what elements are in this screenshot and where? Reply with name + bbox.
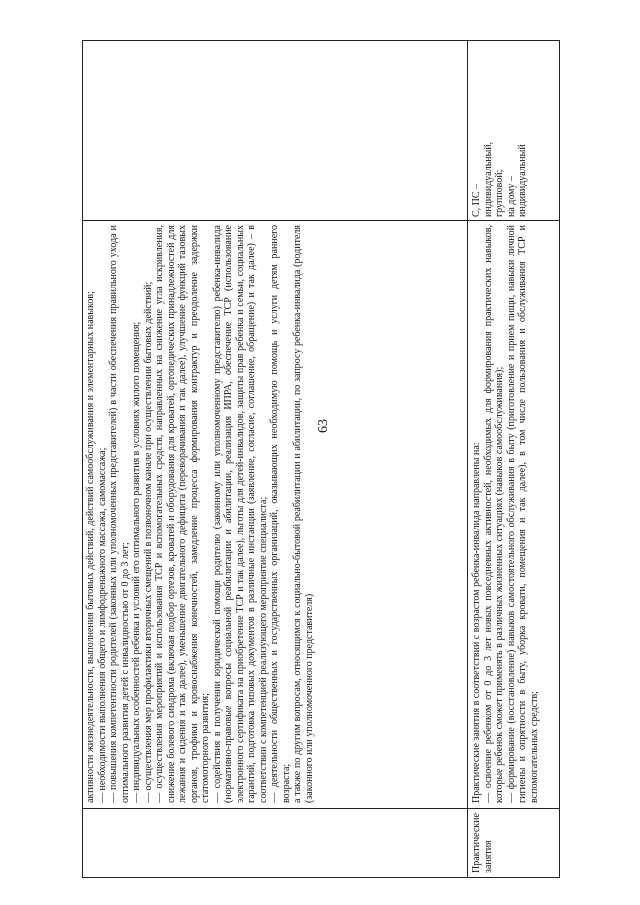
row2-title: Практические занятия bbox=[471, 813, 494, 873]
row2-paragraph: — формирование (восстановление) навыков самостоятельного обслуживания в быту (приготовление и прием пищи, навыки личной гигиены и опрятности в быту, уборка кровати, помещения и так далее), в том числе пользования и обслуживания ТСР и вспомогательных средств; bbox=[505, 225, 540, 803]
row2-paragraph: — освоение ребенком от 0 до 3 лет новых повседневных активностей, необходимых для формирования практических навыков, которые ребенок сможет применять в различных жизненных ситуациях (навыков самообслуживания); bbox=[482, 225, 505, 803]
format-line: групповой; bbox=[494, 169, 505, 217]
row1-paragraph: — содействия в получении юридической помощи родителю (законному или уполномоченному представителю) ребенка-инвалида (нормативно-правовые вопросы социальной реабилитации и абилитации, реализация ИПРА, обеспечение ТСР (использование электронного сертификата на приобретение ТСР и так далее), льготы для детей-инвалидов, защиты прав ребенка и семьи, социальных гарантий, подготовка типовых документов в различные инстанции (заявление, согласие, соглашение, обращение) и так далее) – в соответствии с компетенцией реализующего мероприятие специалиста; bbox=[211, 225, 269, 803]
column-divider bbox=[83, 220, 559, 221]
format-line: на дому – bbox=[505, 175, 517, 217]
column-divider bbox=[83, 808, 559, 809]
row2-paragraph: Практические занятия в соответствии с возрастом ребенка-инвалида направлены на: bbox=[471, 442, 482, 803]
row1-paragraph: — осуществления мероприятий и использования ТСР и вспомогательных средств, направленных на снижение угла искривления, снижение болевого синдрома (включая подбор ортезов, кроватей и оборудования для кроватей, ортопедических принадлежностей для лежания и сидения и так далее), уменьшение двигательного дефицита (переворачивания и так далее), улучшение функций тазовых органов, трофики и кровоснабжения конечностей, замедление процесса формирования контрактур и преодоление задержки статомоторного развития; bbox=[154, 225, 211, 803]
row1-content-cell bbox=[85, 225, 465, 803]
row2-content-cell bbox=[471, 225, 559, 803]
services-table bbox=[82, 40, 560, 878]
row2-title-cell bbox=[471, 813, 557, 873]
row1-paragraph: а также по другим вопросам, относящимся к социально-бытовой реабилитации и абилитации, по запросу ребенка-инвалида (родителя (законного или уполномоченного представителя) bbox=[292, 225, 315, 803]
row1-paragraph: — повышения компетентности родителей (законных или уполномоченных представителей) в части обеспечения правильного ухода и оптимального развития детей с инвалидностью от 0 до 3 лет; bbox=[108, 225, 131, 803]
row1-paragraph: — индивидуальных особенностей ребенка и условий его оптимального развития в условиях жилого помещения; bbox=[131, 321, 142, 803]
rotated-table-wrapper bbox=[82, 40, 560, 878]
row2-format-cell bbox=[471, 137, 557, 217]
row1-paragraph: — деятельности общественных и государственных организаций, оказывающих необходимую помощь и услуги детям раннего возраста; bbox=[269, 225, 292, 803]
page-number: 63 bbox=[316, 419, 331, 433]
row1-paragraph: активности жизнедеятельности, выполнения бытовых действий, действий самообслуживания и элементарных навыков; bbox=[85, 291, 96, 803]
format-line: С, ПС – bbox=[471, 183, 482, 217]
format-line: индивидуальный bbox=[517, 144, 528, 217]
format-line: индивидуальный, bbox=[482, 141, 494, 217]
row1-paragraph: — осуществления мер профилактики вторичных смещений в позвоночном канале при осуществлении бытовых действий; bbox=[142, 281, 154, 803]
row1-paragraph: — необходимости выполнения общего и лимфодренажного массажа, самомассажа; bbox=[96, 447, 108, 803]
row-divider bbox=[467, 41, 468, 877]
